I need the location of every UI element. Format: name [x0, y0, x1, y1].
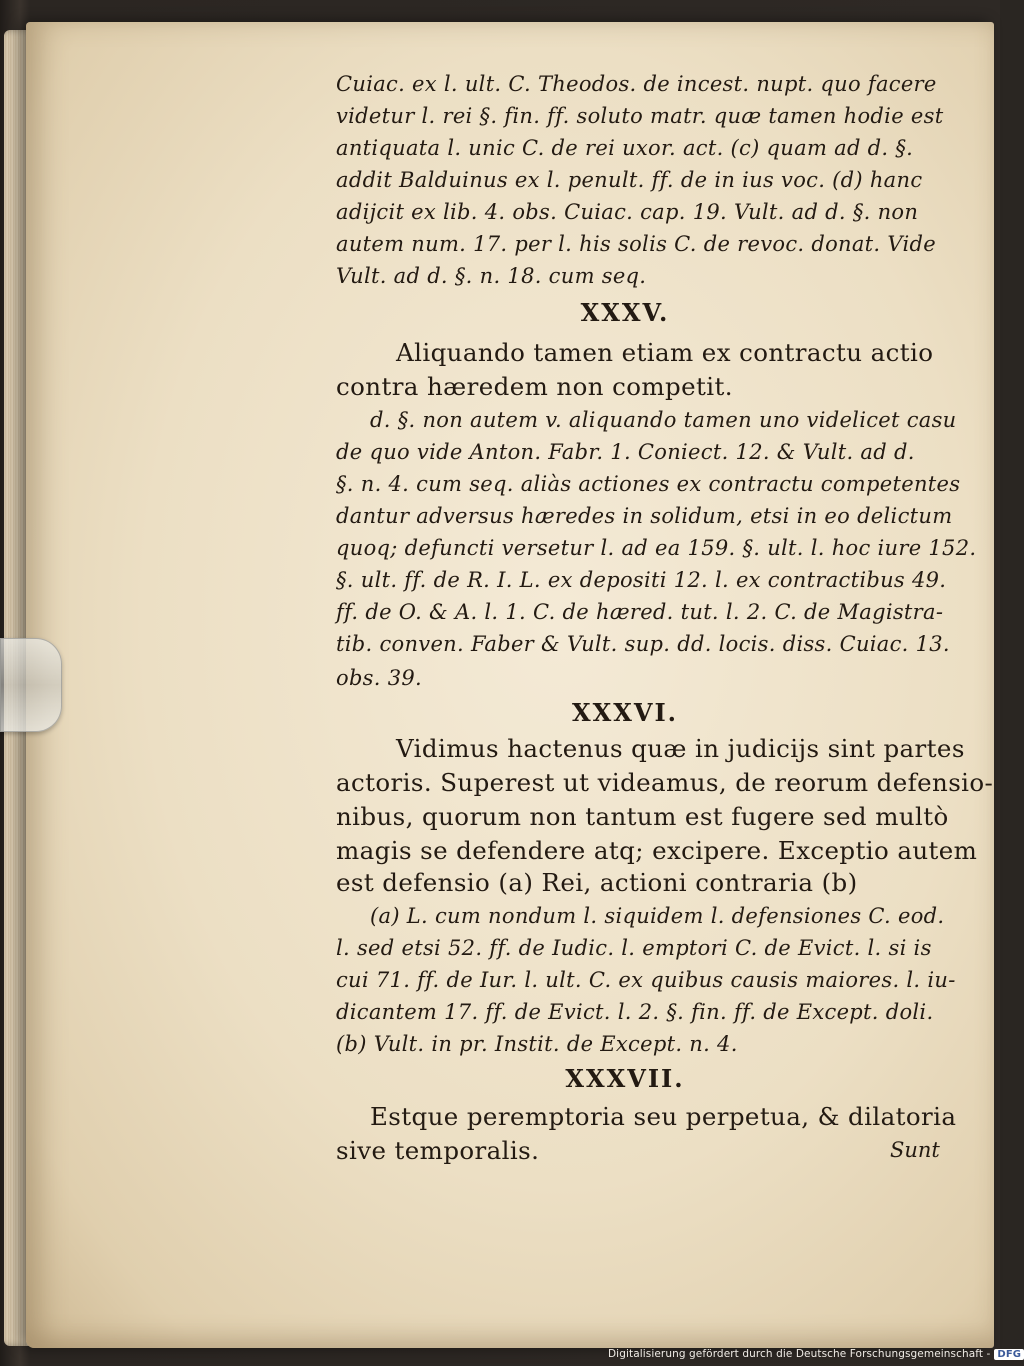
text-line: videtur l. rei §. fin. ff. soluto matr. quæ tamen hodie est [336, 104, 944, 128]
text-line: (a) L. cum nondum l. siquidem l. defensiones C. eod. [370, 904, 945, 928]
credit-text: Digitalisierung gefördert durch die Deutsche Forschungsgemeinschaft - [608, 1348, 991, 1360]
text-line: contra hæredem non competit. [336, 372, 733, 401]
dfg-logo: DFG [994, 1349, 1024, 1360]
catchword: Sunt [890, 1138, 940, 1162]
text-line: actoris. Superest ut videamus, de reorum defensio- [336, 768, 994, 797]
text-line: adijcit ex lib. 4. obs. Cuiac. cap. 19. Vult. ad d. §. non [336, 200, 919, 224]
text-line: §. n. 4. cum seq. aliàs actiones ex contractu competentes [336, 472, 961, 496]
digitization-credit [608, 1348, 1024, 1366]
text-line: de quo vide Anton. Fabr. 1. Coniect. 12. & Vult. ad d. [336, 440, 915, 464]
text-line: nibus, quorum non tantum est fugere sed multò [336, 802, 949, 831]
text-line: cui 71. ff. de Iur. l. ult. C. ex quibus causis maiores. l. iu- [336, 968, 956, 992]
text-line: Cuiac. ex l. ult. C. Theodos. de incest. nupt. quo facere [336, 72, 937, 96]
text-line: antiquata l. unic C. de rei uxor. act. (c) quam ad d. §. [336, 136, 914, 160]
text-line: Vidimus hactenus quæ in judicijs sint partes [396, 734, 965, 763]
text-line: obs. 39. [336, 666, 423, 690]
text-line: l. sed etsi 52. ff. de Iudic. l. emptori C. de Evict. l. si is [336, 936, 932, 960]
page-clip [0, 638, 62, 732]
text-line: magis se defendere atq; excipere. Exceptio autem [336, 836, 978, 865]
text-line: tib. conven. Faber & Vult. sup. dd. locis. diss. Cuiac. 13. [336, 632, 950, 656]
section-heading: XXXVII. [565, 1064, 685, 1093]
section-heading: XXXVI. [571, 698, 679, 727]
text-line: est defensio (a) Rei, actioni contraria (b) [336, 868, 858, 897]
text-line: (b) Vult. in pr. Instit. de Except. n. 4. [336, 1032, 738, 1056]
text-line: Aliquando tamen etiam ex contractu actio [396, 338, 934, 367]
text-line: §. ult. ff. de R. I. L. ex depositi 12. l. ex contractibus 49. [336, 568, 947, 592]
text-line: dicantem 17. ff. de Evict. l. 2. §. fin. ff. de Except. doli. [336, 1000, 934, 1024]
text-line: ff. de O. & A. l. 1. C. de hæred. tut. l. 2. C. de Magistra- [336, 600, 944, 624]
text-line: autem num. 17. per l. his solis C. de revoc. donat. Vide [336, 232, 936, 256]
text-line: quoq; defuncti versetur l. ad ea 159. §. ult. l. hoc iure 152. [336, 536, 977, 560]
text-line: addit Balduinus ex l. penult. ff. de in ius voc. (d) hanc [336, 168, 923, 192]
text-line: d. §. non autem v. aliquando tamen uno videlicet casu [370, 408, 957, 432]
text-line: dantur adversus hæredes in solidum, etsi in eo delictum [336, 504, 953, 528]
text-line: Vult. ad d. §. n. 18. cum seq. [336, 264, 647, 288]
text-line: Estque peremptoria seu perpetua, & dilatoria [370, 1102, 957, 1131]
text-line: sive temporalis. [336, 1136, 540, 1165]
section-heading: XXXV. [580, 298, 670, 327]
